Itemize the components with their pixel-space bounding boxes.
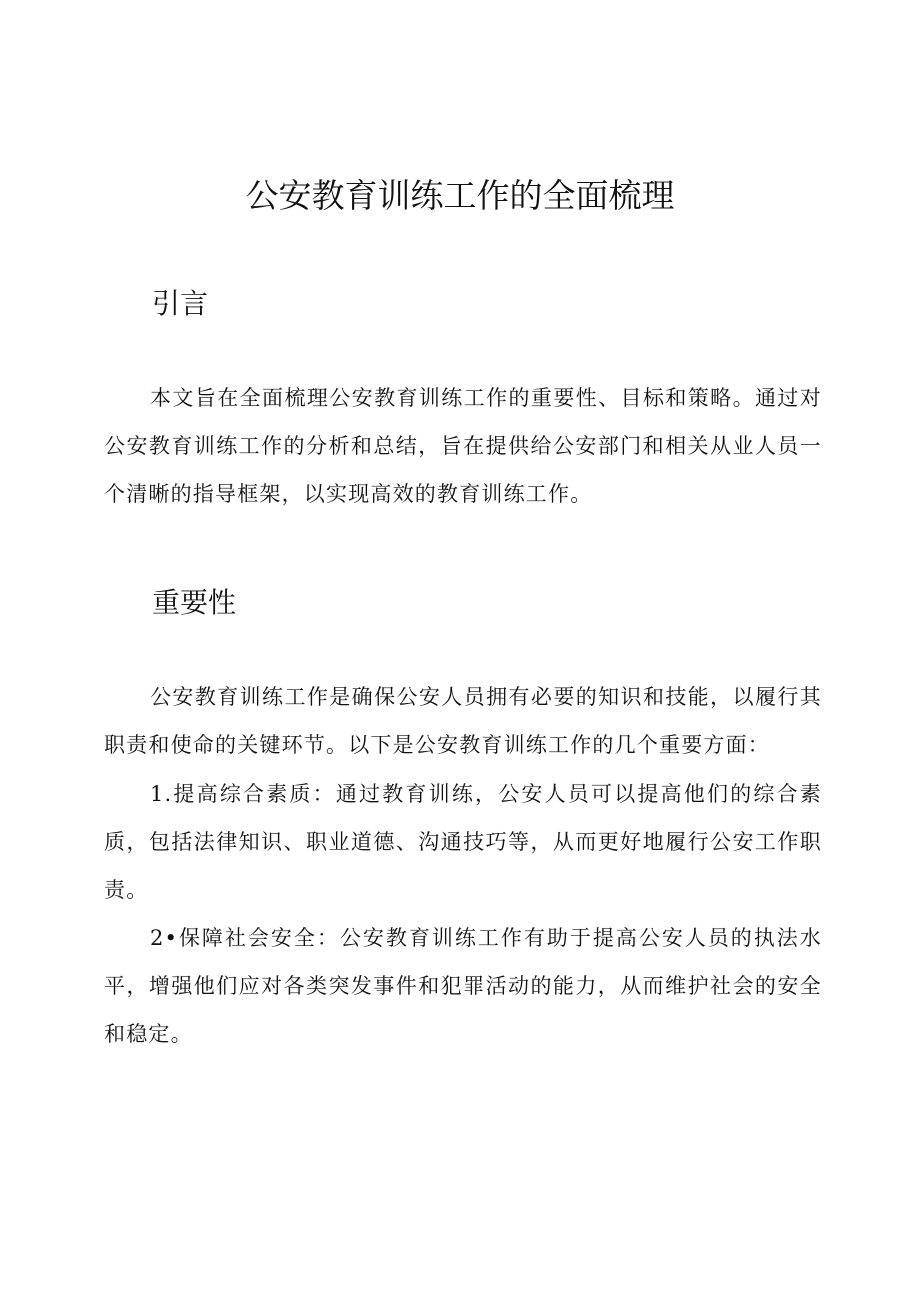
- importance-paragraph: 公安教育训练工作是确保公安人员拥有必要的知识和技能，以履行其职责和使命的关键环节。以下是公安教育训练工作的几个重要方面：: [104, 685, 822, 757]
- section-heading-importance: 重要性: [152, 586, 237, 619]
- document-title: 公安教育训练工作的全面梳理: [245, 176, 675, 215]
- intro-paragraph: 本文旨在全面梳理公安教育训练工作的重要性、目标和策略。通过对公安教育训练工作的分析和总结，旨在提供给公安部门和相关从业人员一个清晰的指导框架，以实现高效的教育训练工作。: [104, 386, 822, 506]
- importance-point-2: 2•保障社会安全：公安教育训练工作有助于提高公安人员的执法水平，增强他们应对各类突发事件和犯罪活动的能力，从而维护社会的安全和稳定。: [104, 926, 822, 1046]
- section-heading-intro: 引言: [152, 287, 209, 320]
- importance-point-1: 1.提高综合素质：通过教育训练，公安人员可以提高他们的综合素质，包括法律知识、职业道德、沟通技巧等，从而更好地履行公安工作职责。: [104, 782, 822, 902]
